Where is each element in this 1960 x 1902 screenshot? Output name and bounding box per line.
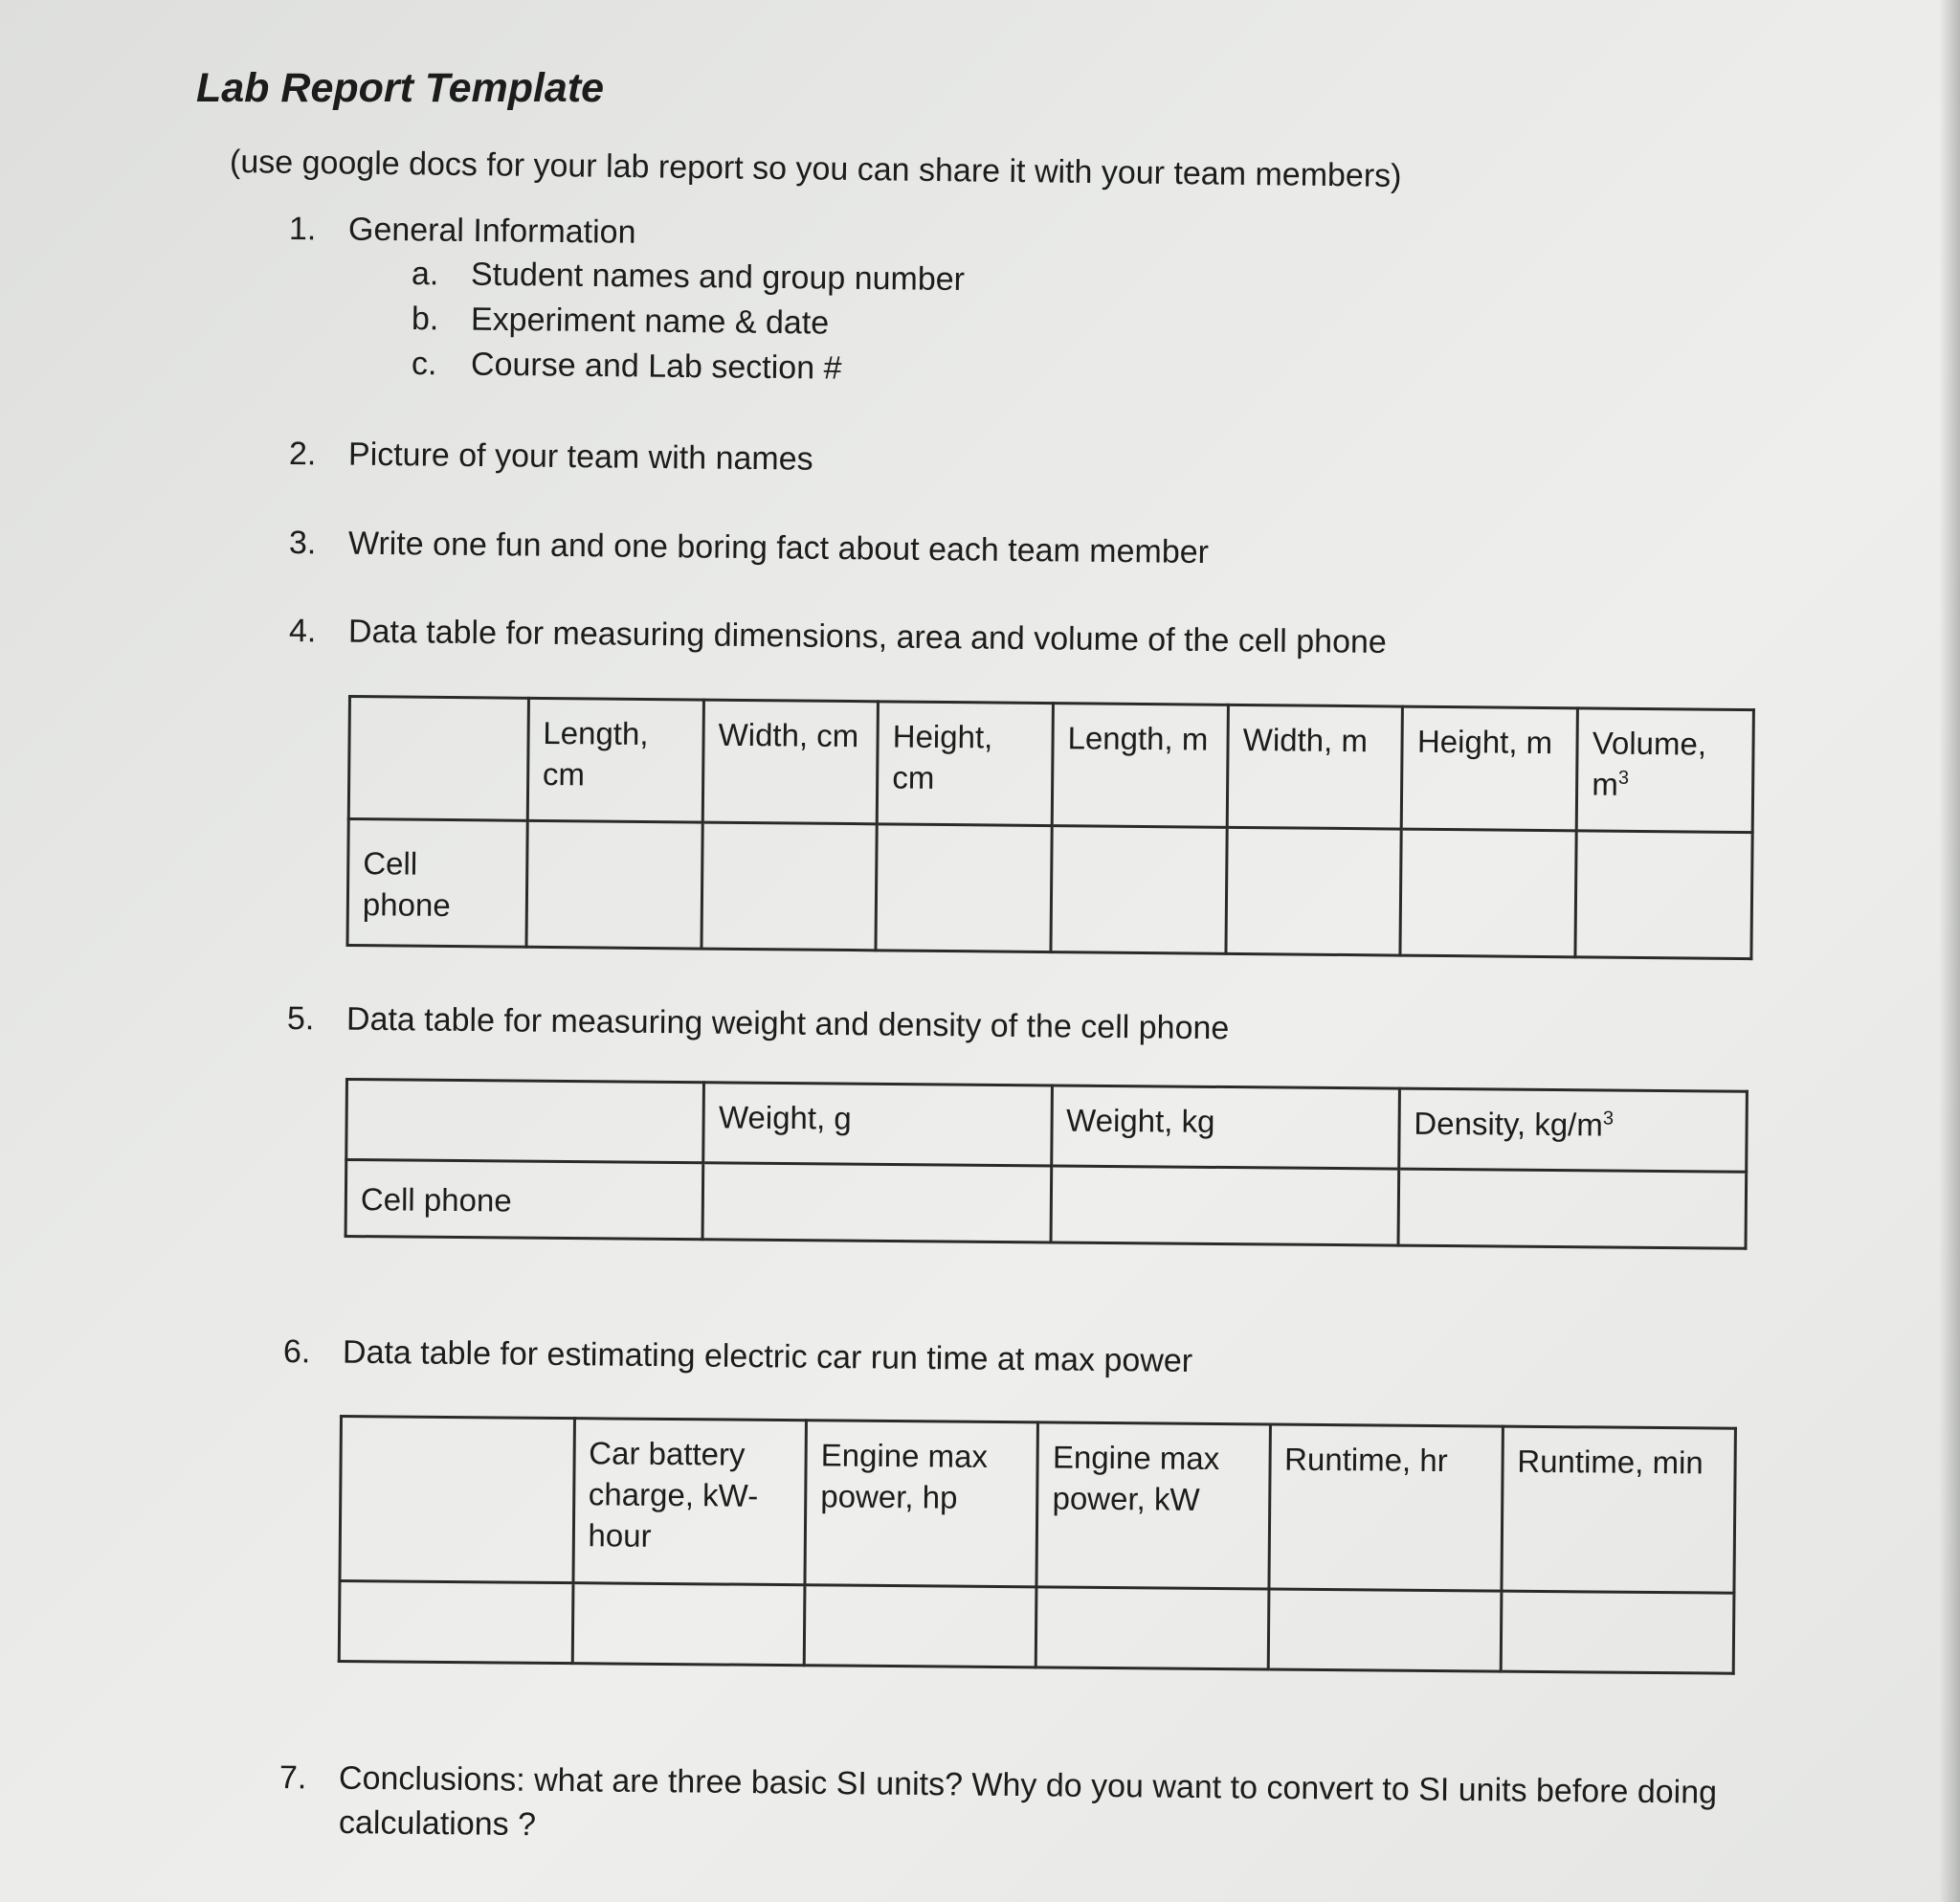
header-height-m: Height, m bbox=[1402, 706, 1578, 831]
section-text: Data table for measuring dimensions, area and volume of the cell phone bbox=[347, 613, 1388, 661]
section-number: 1. bbox=[288, 211, 317, 248]
input-cell[interactable] bbox=[1051, 1166, 1399, 1245]
input-cell[interactable] bbox=[1501, 1591, 1734, 1673]
subitem-text: Student names and group number bbox=[470, 256, 966, 299]
header-length-cm: Length, cm bbox=[527, 698, 703, 822]
section-text-line-2: calculations ? bbox=[338, 1804, 537, 1844]
subitem-c bbox=[412, 346, 842, 388]
section-number: 6. bbox=[282, 1333, 311, 1371]
subitem-b bbox=[412, 301, 830, 343]
header-height-cm: Height, cm bbox=[877, 702, 1053, 826]
section-text: General Information bbox=[347, 211, 636, 251]
input-cell[interactable] bbox=[702, 822, 877, 951]
header-runtime-hr: Runtime, hr bbox=[1268, 1424, 1503, 1591]
section-text: Data table for estimating electric car run time at max power bbox=[342, 1333, 1193, 1379]
section-number: 5. bbox=[286, 1000, 315, 1038]
section-5 bbox=[287, 1000, 1230, 1047]
header-power-hp: Engine max power, hp bbox=[805, 1421, 1038, 1587]
section-3 bbox=[289, 525, 1209, 571]
input-cell[interactable] bbox=[804, 1585, 1036, 1667]
weight-density-table bbox=[345, 1078, 1748, 1250]
volume-exponent: 3 bbox=[1617, 767, 1630, 789]
section-number: 2. bbox=[288, 436, 317, 473]
section-6 bbox=[283, 1333, 1192, 1380]
subitem-a bbox=[412, 256, 965, 299]
corner-cell bbox=[340, 1417, 574, 1583]
input-cell[interactable] bbox=[1575, 831, 1752, 959]
input-cell[interactable] bbox=[526, 820, 702, 949]
subitem-letter: c. bbox=[411, 346, 437, 383]
row-label: Cell phone bbox=[345, 1160, 703, 1240]
table-header-row bbox=[346, 1080, 1748, 1173]
input-cell[interactable] bbox=[1268, 1589, 1502, 1671]
section-text: Picture of your team with names bbox=[347, 436, 813, 478]
section-number: 7. bbox=[278, 1759, 307, 1797]
page-title: Lab Report Template bbox=[196, 65, 605, 111]
electric-car-table bbox=[338, 1415, 1737, 1675]
table-row bbox=[345, 1160, 1747, 1249]
input-cell[interactable] bbox=[1226, 827, 1401, 955]
dimensions-table bbox=[345, 695, 1754, 960]
input-cell[interactable] bbox=[572, 1583, 805, 1666]
header-weight-g: Weight, g bbox=[703, 1083, 1052, 1166]
density-label: Density, kg/m bbox=[1414, 1105, 1603, 1143]
table-header-row bbox=[340, 1417, 1735, 1594]
section-7-continuation bbox=[339, 1804, 536, 1844]
input-cell[interactable] bbox=[339, 1581, 572, 1664]
header-density bbox=[1398, 1088, 1747, 1172]
density-exponent: 3 bbox=[1602, 1108, 1615, 1130]
header-width-m: Width, m bbox=[1227, 705, 1402, 829]
input-cell[interactable] bbox=[702, 1163, 1051, 1242]
section-7 bbox=[279, 1759, 1717, 1812]
header-weight-kg: Weight, kg bbox=[1051, 1085, 1399, 1169]
input-cell[interactable] bbox=[1398, 1169, 1747, 1248]
section-number: 4. bbox=[288, 613, 317, 650]
section-text: Data table for measuring weight and density of the cell phone bbox=[345, 1000, 1230, 1047]
input-cell[interactable] bbox=[876, 824, 1052, 952]
header-width-cm: Width, cm bbox=[702, 700, 878, 824]
header-length-m: Length, m bbox=[1052, 704, 1228, 828]
section-1 bbox=[289, 211, 636, 252]
subtitle: (use google docs for your lab report so you can share it with your team members) bbox=[229, 144, 1402, 194]
section-2 bbox=[289, 436, 813, 479]
header-volume bbox=[1576, 708, 1753, 833]
header-runtime-min: Runtime, min bbox=[1502, 1426, 1736, 1593]
subitem-letter: a. bbox=[411, 256, 439, 293]
table-header-row bbox=[348, 697, 1753, 833]
input-cell[interactable] bbox=[1036, 1587, 1269, 1669]
section-number: 3. bbox=[288, 525, 317, 562]
subitem-text: Course and Lab section # bbox=[470, 346, 842, 387]
section-text-line-1: Conclusions: what are three basic SI units? Why do you want to convert to SI units before doing bbox=[338, 1759, 1718, 1811]
volume-label: Volume, m bbox=[1592, 725, 1707, 802]
section-text: Write one fun and one boring fact about each team member bbox=[347, 525, 1210, 571]
corner-cell bbox=[346, 1080, 704, 1163]
page-edge-shadow bbox=[1939, 0, 1960, 1902]
table-row bbox=[339, 1581, 1734, 1674]
subitem-text: Experiment name & date bbox=[470, 301, 830, 342]
input-cell[interactable] bbox=[1051, 826, 1227, 954]
header-power-kw: Engine max power, kW bbox=[1036, 1422, 1270, 1589]
row-label: Cell phone bbox=[347, 819, 527, 948]
header-battery-charge: Car battery charge, kW-hour bbox=[573, 1419, 807, 1585]
section-4 bbox=[289, 613, 1387, 661]
input-cell[interactable] bbox=[1400, 829, 1576, 957]
corner-cell bbox=[348, 697, 528, 821]
table-row bbox=[347, 819, 1752, 959]
subitem-letter: b. bbox=[411, 301, 439, 338]
